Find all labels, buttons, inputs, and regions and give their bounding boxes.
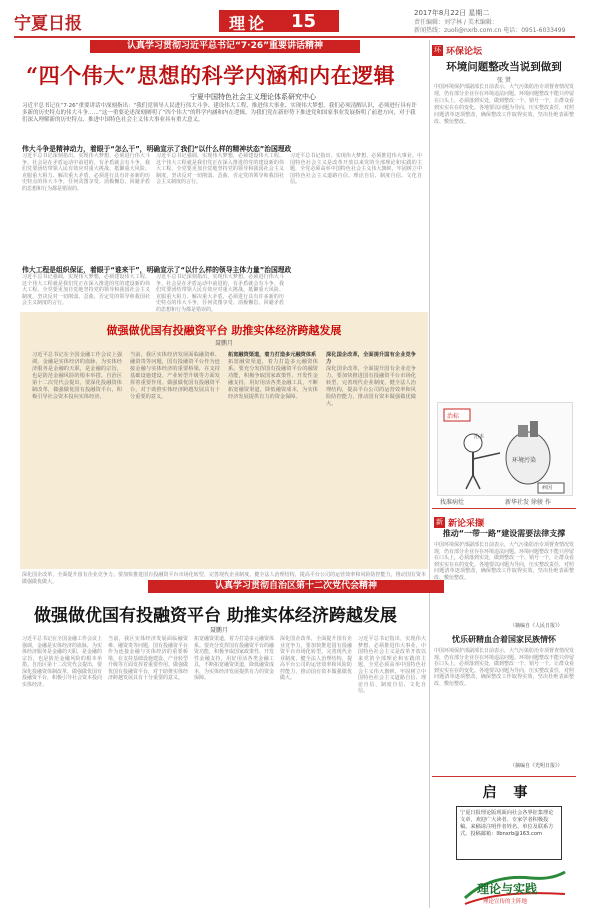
page-number: 15 (291, 11, 317, 32)
bottom-author: 聂鹏月 (210, 627, 229, 634)
section-name: 理论 (229, 14, 268, 33)
right-author: 张 贤 (497, 77, 511, 84)
feature-column-3-text: 拓宽融资渠道，着力打造多元融资体系。要充分发挥国有投融资平台的融资功能，积极争取国家政策性、开发性金融支持，用好用活各类金融工具，不断拓宽融资渠道，降低融资成本，为实体经济发展提供有力的资金保障。 (228, 359, 318, 400)
right-lower-source-1: （摘编自《人民日报》） (510, 623, 563, 629)
section-heading-1: 伟大斗争是精神动力，着眼于“怎么干”，明确宣示了我们“以什么样的精神状态”治国理政 (22, 145, 292, 153)
feature-subhead-2: 深化国企改革，全面提升国有企业竞争力 (326, 352, 416, 365)
new-views-label: 新论采撷 (448, 519, 485, 529)
bottom-column-5: 习近平总书记指出，实现伟大梦想，必须推进伟大事业。中国特色社会主义是改革开放以来党的全部理论和实践的主题，全党必须高举中国特色社会主义伟大旗帜，牢固树立中国特色社会主义道路自信、理论自信、制度自信、文化自信。 (358, 636, 426, 694)
right-lower-source-2: （摘编自《光明日报》） (510, 763, 563, 769)
feature-subhead-1: 拓宽融资渠道，着力打造多元融资体系 (228, 352, 317, 358)
feature-title: 做强做优国有投融资平台 助推实体经济跨越发展 (106, 324, 342, 337)
section-body-2b: 习近平总书记深刻指出，实现伟大梦想，必须进行伟大斗争。社会是在矛盾运动中前进的，有矛盾就会有斗争。我们党要团结带领人民有效应对重大挑战、抵御重大风险、克服重大阻力、解决重大矛盾，必须进行具有许多新的历史特点的伟大斗争，任何贪图享受、消极懈怠、回避矛盾的思想和行为都是错误的。 (156, 274, 284, 313)
feature-box (20, 312, 428, 569)
cartoon-label-1: 治标 (447, 413, 460, 420)
section-body-1: 习近平总书记深刻指出，实现伟大梦想，必须进行伟大斗争。社会是在矛盾运动中前进的，有矛盾就会有斗争。我们党要团结带领人民有效应对重大挑战、抵御重大风险、克服重大阻力、解决重大矛盾，必须进行具有许多新的历史特点的伟大斗争，任何贪图享受、消极懈怠、回避矛盾的思想和行为都是错误的。 (22, 153, 150, 192)
cartoon-label-2: 治本 (474, 434, 485, 440)
logo-title: 理论与实践 (477, 882, 538, 896)
notice-title: 启 事 (482, 785, 534, 801)
section-header (219, 10, 339, 32)
masthead (14, 6, 575, 38)
right-lower-headline-2: 忧乐研精血合着国家民族情怀 (452, 635, 556, 644)
bottom-column-4: 深化国企改革，全面提升国有企业竞争力。要加快推进国有投融资平台市场化转型，完善现代企业制度，健全法人治理结构，提高平台公司的运营效率和风险防控能力，推动国有资本做强做优做大。 (280, 636, 352, 681)
feature-column-4-text: 深化国企改革，全面提升国有企业竞争力。要加快推进国有投融资平台市场化转型，完善现代企业制度，健全法人治理结构，提高平台公司的运营效率和风险防控能力，推动国有资本做强做优做大。 (326, 366, 416, 407)
cartoon-label-3: 环境污染 (512, 457, 537, 464)
bottom-headline: 做强做优国有投融资平台 助推实体经济跨越发展 (34, 606, 397, 626)
environment-forum-tag (432, 40, 576, 57)
date-line: 2017年8月22日 星期二 (414, 9, 490, 17)
editor-line: 责任编辑：刘学林 / 美术编辑： (414, 19, 498, 26)
feature-author: 聂鹏月 (214, 340, 233, 347)
right-lower-body-2: 中国环境保护部副部长日前表示，大气污染防治专项督查情况发现，仍有部分企业存在环境违法问题。环境问题整改不能只停留在口头上，必须落到实处，做到整改一个、销号一个，让群众看到实实在在的变化。各地要以问题为导向，压实整改责任，对照问题清单逐项整改，确保整改工作取得实效，坚决杜绝表面整改、敷衍整改。 (434, 648, 575, 687)
cartoon-label-4: 病因 (542, 485, 553, 491)
feature-continuation: 深化国企改革，全面提升国有企业竞争力。要加快推进国有投融资平台市场化转型，完善现代企业制度，健全法人治理结构，提高平台公司的运营效率和风险防控能力，推动国有资本做强做优做大。 (22, 572, 426, 585)
notice-box: 宁夏日报理论版现面向社会各界征集理论文章，欢迎广大读者、专家学者积极投稿。来稿请注明作者姓名、单位及联系方式。投稿邮箱：llbnxrb@163.com (456, 806, 562, 860)
feature-column-2: 当前，我区实体经济发展面临融资难、融资贵等问题，国有投融资平台作为连接金融与实体经济的重要桥梁，在支持基础设施建设、产业转型升级等方面发挥着重要作用。做强做优国有投融资平台，对于助推实体经济跨越发展具有十分重要的意义。 (130, 352, 220, 400)
feature-column-1: 习近平总书记在全国金融工作会议上强调，金融是实体经济的血脉，为实体经济服务是金融的天职，是金融的宗旨，也是防范金融风险的根本举措。自治区第十二次党代会提出，要深化投融资体制改革，做强做优国有投融资平台，积极引导社会资本投向实体经济。 (32, 352, 122, 400)
bottom-banner: 认真学习贯彻自治区第十二次党代会精神 (148, 580, 444, 593)
theory-practice-logo (461, 868, 569, 908)
right-body: 中国环境保护部副部长日前表示，大气污染防治专项督查情况发现，仍有部分企业存在环境违法问题。环境问题整改不能只停留在口头上，必须落到实处，做到整改一个、销号一个，让群众看到实实在在的变化。各地要以问题为导向，压实整改责任，对照问题清单逐项整改，确保整改工作取得实效，坚决杜绝表面整改、敷衍整改。 (434, 84, 575, 125)
section-body-1b: 习近平总书记强调，实现伟大梦想，必须建设伟大工程。这个伟大工程就是我们党正在深入推进的党的建设新的伟大工程。全党要更加自觉地坚持党的领导和我国社会主义制度，坚决反对一切削弱、歪曲、否定党的领导和我国社会主义制度的言行。 (156, 153, 284, 185)
feature-column-3 (228, 352, 318, 557)
contact-line: 新闻热线：zuoli@nxrb.com.cn 电话：0951-6033499 (414, 27, 566, 34)
section-body-2: 习近平总书记强调，实现伟大梦想，必须建设伟大工程。这个伟大工程就是我们党正在深入推进的党的建设新的伟大工程。全党要更加自觉地坚持党的领导和我国社会主义制度，坚决反对一切削弱、歪曲、否定党的领导和我国社会主义制度的言行。 (22, 274, 150, 306)
notice-divider (432, 776, 576, 777)
bottom-column-3: 拓宽融资渠道，着力打造多元融资体系。要充分发挥国有投融资平台的融资功能，积极争取国家政策性、开发性金融支持，用好用活各类金融工具，不断拓宽融资渠道，降低融资成本，为实体经济发展提供有力的资金保障。 (194, 636, 275, 681)
right-lower-body-1: 中国环境保护部副部长日前表示，大气污染防治专项督查情况发现，仍有部分企业存在环境违法问题。环境问题整改不能只停留在口头上，必须落到实处，做到整改一个、销号一个，让群众看到实实在在的变化。各地要以问题为导向，压实整改责任，对照问题清单逐项整改，确保整改工作取得实效，坚决杜绝表面整改、敷衍整改。 (434, 542, 575, 581)
right-divider (432, 508, 576, 509)
cartoon-credit: 新华社发 徐骏 作 (505, 499, 551, 506)
right-lower-headline-1: 推动“一带一路”建设需要法律支撑 (442, 529, 566, 538)
top-banner: 认真学习贯彻习近平总书记“7·26”重要讲话精神 (90, 40, 360, 53)
new-views-icon: 新 (436, 518, 443, 526)
forum-tag-icon: 环 (434, 46, 441, 54)
cartoon-caption: 找准病灶 (440, 499, 465, 506)
main-byline: 宁夏中国特色社会主义理论体系研究中心 (190, 93, 316, 101)
cartoon-illustration (437, 402, 573, 496)
forum-tag-label: 环保论坛 (446, 47, 483, 57)
column-divider (429, 40, 430, 908)
section-body-1c: 习近平总书记指出，实现伟大梦想，必须推进伟大事业。中国特色社会主义是改革开放以来党的全部理论和实践的主题，全党必须高举中国特色社会主义伟大旗帜，牢固树立中国特色社会主义道路自信、理论自信、制度自信、文化自信。 (290, 153, 422, 185)
logo-subtitle: 理论宣传的主阵地 (483, 899, 528, 905)
feature-column-4 (326, 352, 416, 557)
main-headline: “四个伟大”思想的科学内涵和内在逻辑 (26, 63, 396, 88)
bottom-column-1: 习近平总书记在全国金融工作会议上强调，金融是实体经济的血脉，为实体经济服务是金融的天职，是金融的宗旨，也是防范金融风险的根本举措。自治区第十二次党代会提出，要深化投融资体制改革，做强做优国有投融资平台，积极引导社会资本投向实体经济。 (22, 636, 103, 688)
section-heading-2: 伟大工程是组织保证，着眼于“谁来干”，明确宣示了“以什么样的领导主体力量”治国理政 (22, 266, 292, 274)
main-lead: 习近平总书记在“7·26”重要讲话中深刻指出：“我们党领导人民进行伟大斗争、建设伟大工程、推进伟大事业、实现伟大梦想，我们必须清醒认识，必须进行具有许多新的历史特点的伟大斗争……”这一重要论述深刻阐明了“四个伟大”的科学内涵和内在逻辑，为我们党在新形势下推进党和国家事业发展指明了前进方向，对于我们深入理解新的历史特点、推进中国特色社会主义伟大事业具有重大意义。 (22, 103, 417, 123)
right-headline: 环境问题整改当说到做到 (446, 61, 562, 73)
paper-name: 宁夏日报 (14, 14, 82, 34)
bottom-column-2: 当前，我区实体经济发展面临融资难、融资贵等问题，国有投融资平台作为连接金融与实体经济的重要桥梁，在支持基础设施建设、产业转型升级等方面发挥着重要作用。做强做优国有投融资平台，对于助推实体经济跨越发展具有十分重要的意义。 (108, 636, 189, 681)
